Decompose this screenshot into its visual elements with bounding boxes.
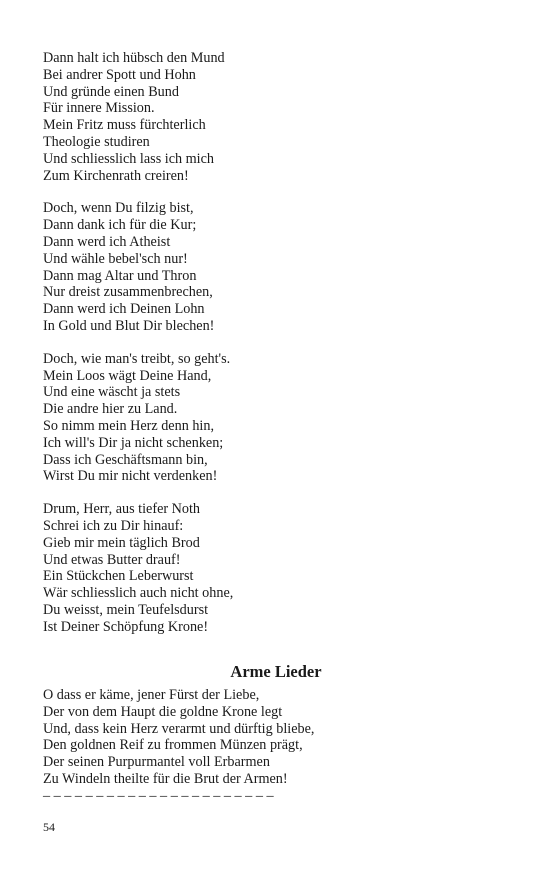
poem-stanzas [43, 50, 503, 652]
poem-line: Und wähle bebel'sch nur! [43, 250, 188, 267]
poem-line: Dass ich Geschäftsmann bin, [43, 451, 208, 468]
poem-line: Ein Stückchen Leberwurst [43, 568, 194, 585]
stanza-2 [43, 200, 503, 334]
poem-line: So nimm mein Herz denn hin, [43, 417, 215, 434]
poem-line: Wär schliesslich auch nicht ohne, [43, 585, 234, 602]
poem-line: Der seinen Purpurmantel voll Erbarmen [43, 754, 270, 771]
poem-line: Dann werd ich Atheist [43, 233, 171, 250]
poem-line: Und, dass kein Herz verarmt und dürftig bliebe, [43, 720, 315, 737]
poem-line: Zu Windeln theilte für die Brut der Armen! [43, 770, 288, 787]
poem-line: Dann mag Altar und Thron [43, 267, 197, 284]
stanza-1 [43, 50, 503, 184]
stanza-4 [43, 501, 503, 635]
poem-line: Dann halt ich hübsch den Mund [43, 50, 225, 66]
poem-line: Dann dank ich für die Kur; [43, 217, 197, 234]
poem-line: Den goldnen Reif zu frommen Münzen prägt, [43, 737, 303, 754]
poem-line: Nur dreist zusammenbrechen, [43, 284, 213, 301]
poem-line: Ich will's Dir ja nicht schenken; [43, 434, 224, 451]
poem-line: Die andre hier zu Land. [43, 401, 178, 418]
poem-line: Doch, wie man's treibt, so geht's. [43, 350, 231, 367]
poem-line: Bei andrer Spott und Hohn [43, 66, 196, 83]
poem-line: Und gründe einen Bund [43, 83, 179, 100]
page-number: 54 [43, 820, 55, 834]
dash-separator: – – – – – – – – – – – – – – – – – – – – – – [43, 787, 274, 804]
poem-line: Mein Loos wägt Deine Hand, [43, 367, 212, 384]
poem-line: Wirst Du mir nicht verdenken! [43, 468, 218, 485]
poem-line: In Gold und Blut Dir blechen! [43, 317, 215, 334]
stanza-3 [43, 351, 503, 485]
poem-line: Dann werd ich Deinen Lohn [43, 301, 205, 318]
poem-line: Drum, Herr, aus tiefer Noth [43, 501, 201, 518]
poem-section-arme-lieder [43, 661, 503, 805]
poem-line: Schrei ich zu Dir hinauf: [43, 517, 184, 534]
poem-line: O dass er käme, jener Fürst der Liebe, [43, 687, 260, 703]
poem-line: Doch, wenn Du filzig bist, [43, 200, 194, 217]
poem-line: Und etwas Butter drauf! [43, 551, 181, 568]
poem-line: Mein Fritz muss fürchterlich [43, 117, 206, 134]
poem-line: Gieb mir mein täglich Brod [43, 534, 200, 551]
poem-line: Und eine wäscht ja stets [43, 384, 181, 401]
poem-line: Der von dem Haupt die goldne Krone legt [43, 703, 283, 720]
poem-line: Für innere Mission. [43, 100, 155, 117]
poem-line: Zum Kirchenrath creiren! [43, 167, 189, 184]
poem-line: Du weisst, mein Teufelsdurst [43, 601, 209, 618]
section-title: Arme Lieder [230, 662, 322, 681]
poem-line: Und schliesslich lass ich mich [43, 150, 215, 167]
poem-line: Theologie studiren [43, 133, 150, 150]
poem-line: Ist Deiner Schöpfung Krone! [43, 618, 209, 635]
